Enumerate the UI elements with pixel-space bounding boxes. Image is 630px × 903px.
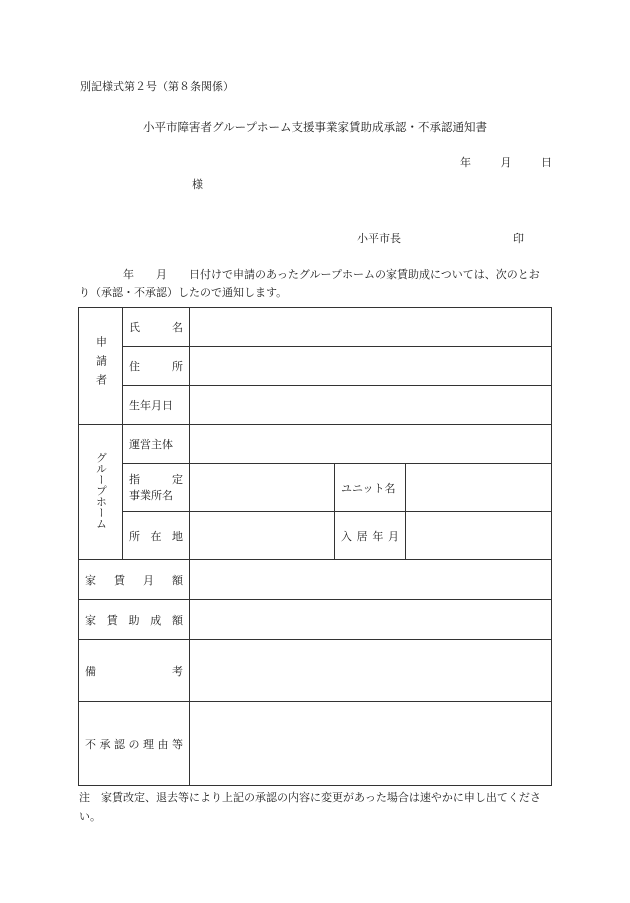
address-label: 住 所 xyxy=(123,347,190,386)
birthdate-field[interactable] xyxy=(190,386,552,425)
move-in-date-label: 入 居 年 月 xyxy=(335,512,406,560)
name-field[interactable] xyxy=(190,308,552,347)
monthly-rent-field[interactable] xyxy=(190,560,552,600)
applicant-group-label xyxy=(79,308,123,425)
location-field[interactable] xyxy=(190,512,335,560)
mayor-title: 小平市長 xyxy=(357,232,401,245)
date-line xyxy=(460,154,552,170)
remarks-field[interactable] xyxy=(190,640,552,702)
operator-field[interactable] xyxy=(190,425,552,464)
monthly-rent-label: 家 賃 月 額 xyxy=(79,560,190,600)
group-home-group-text: グループホーム xyxy=(94,452,108,529)
name-label: 氏 名 xyxy=(123,308,190,347)
move-in-date-field[interactable] xyxy=(406,512,552,560)
form-number-label: 別記様式第２号（第８条関係） xyxy=(80,80,234,93)
notice-form-table xyxy=(78,307,552,786)
group-home-group-label xyxy=(79,425,123,560)
document-title: 小平市障害者グループホーム支援事業家賃助成承認・不承認通知書 xyxy=(142,120,488,134)
address-field[interactable] xyxy=(190,347,552,386)
remarks-label: 備 考 xyxy=(79,640,190,702)
unit-name-label: ユニット名 xyxy=(335,464,406,512)
body-text: 年 月 日付けで申請のあったグループホームの家賃助成については、次のとおり（承認・不承認）したので通知します。 xyxy=(79,268,540,299)
seal-mark: 印 xyxy=(513,232,524,245)
date-month: 月 xyxy=(500,156,512,169)
rent-subsidy-label: 家 賃 助 成 額 xyxy=(79,600,190,640)
designated-office-label: 指 定 事業所名 xyxy=(123,464,190,512)
birthdate-label: 生年月日 xyxy=(123,386,190,425)
rejection-reason-field[interactable] xyxy=(190,702,552,786)
date-year: 年 xyxy=(460,156,471,169)
rent-subsidy-field[interactable] xyxy=(190,600,552,640)
location-label: 所 在 地 xyxy=(123,512,190,560)
date-day: 日 xyxy=(541,156,552,169)
applicant-group-text: 申請者 xyxy=(94,336,108,393)
unit-name-field[interactable] xyxy=(406,464,552,512)
operator-label: 運営主体 xyxy=(123,425,190,464)
addressee-suffix: 様 xyxy=(192,178,203,191)
designated-office-field[interactable] xyxy=(190,464,335,512)
footnote: 注 家賃改定、退去等により上記の承認の内容に変更があった場合は速やかに申し出てください。 xyxy=(79,791,541,823)
rejection-reason-label: 不 承 認 の 理 由 等 xyxy=(79,702,190,786)
